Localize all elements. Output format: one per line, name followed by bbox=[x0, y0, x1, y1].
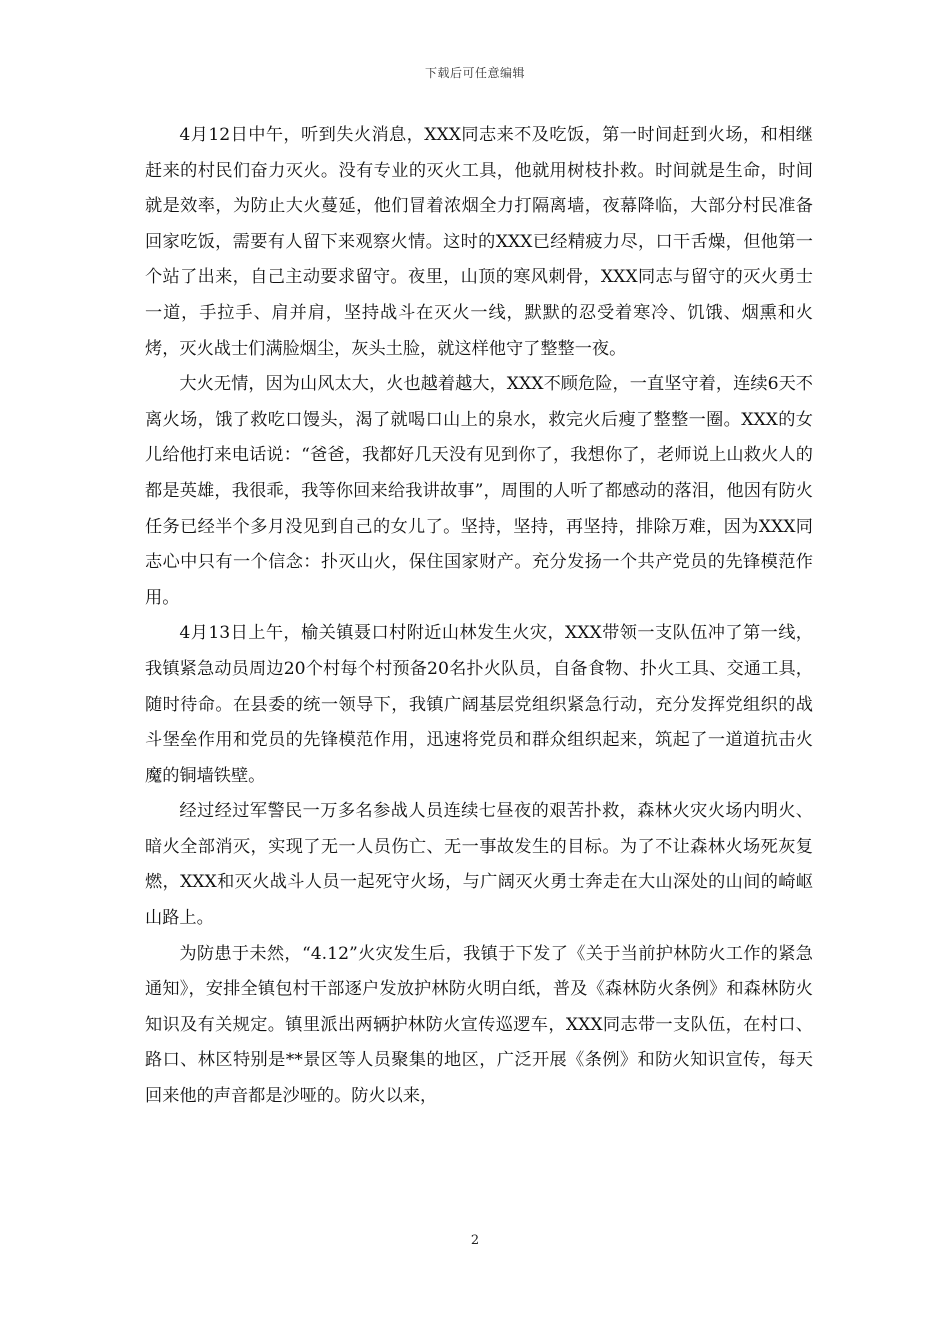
paragraph: 大火无情，因为山风太大，火也越着越大，XXX不顾危险，一直坚守着，连续6天不离火场，饿了救吃口馒头，渴了就喝口山上的泉水，救完火后瘦了整整一圈。XXX的女儿给他打来电话说：“爸爸，我都好几天没有见到你了，我想你了，老师说上山救火人的都是英雄，我很乖，我等你回来给我讲故事”，周围的人听了都感动的落泪，他因有防火任务已经半个多月没见到自己的女儿了。坚持，坚持，再坚持，排除万难，因为XXX同志心中只有一个信念：扑灭山火，保住国家财产。充分发扬一个共产党员的先锋模范作用。 bbox=[145, 374, 813, 608]
page-number: 2 bbox=[470, 1233, 480, 1248]
document-body bbox=[145, 118, 813, 1115]
paragraph: 4月12日中午，听到失火消息，XXX同志来不及吃饭，第一时间赶到火场，和相继赶来的村民们奋力灭火。没有专业的灭火工具，他就用树枝扑救。时间就是生命，时间就是效率，为防止大火蔓延，他们冒着浓烟全力打隔离墙，夜幕降临，大部分村民准备回家吃饭，需要有人留下来观察火情。这时的XXX已经精疲力尽，口干舌燥，但他第一个站了出来，自己主动要求留守。夜里，山顶的寒风刺骨，XXX同志与留守的灭火勇士一道，手拉手、肩并肩，坚持战斗在灭火一线，默默的忍受着寒冷、饥饿、烟熏和火烤，灭火战士们满脸烟尘，灰头土脸，就这样他守了整整一夜。 bbox=[145, 125, 813, 359]
paragraph: 为防患于未然，“4.12”火灾发生后，我镇于下发了《关于当前护林防火工作的紧急通知》，安排全镇包村干部逐户发放护林防火明白纸，普及《森林防火条例》和森林防火知识及有关规定。镇里派出两辆护林防火宣传巡逻车，XXX同志带一支队伍，在村口、路口、林区特别是**景区等人员聚集的地区，广泛开展《条例》和防火知识宣传，每天回来他的声音都是沙哑的。防火以来， bbox=[145, 943, 813, 1107]
page-header: 下载后可任意编辑 bbox=[424, 66, 525, 80]
paragraph: 4月13日上午，榆关镇聂口村附近山林发生火灾，XXX带领一支队伍冲了第一线，我镇紧急动员周边20个村每个村预备20名扑火队员，自备食物、扑火工具、交通工具，随时待命。在县委的统一领导下，我镇广阔基层党组织紧急行动，充分发挥党组织的战斗堡垒作用和党员的先锋模范作用，迅速将党员和群众组织起来，筑起了一道道抗击火魔的铜墙铁壁。 bbox=[145, 623, 813, 786]
paragraph: 经过经过军警民一万多名参战人员连续七昼夜的艰苦扑救，森林火灾火场内明火、暗火全部消灭，实现了无一人员伤亡、无一事故发生的目标。为了不让森林火场死灰复燃，XXX和灭火战斗人员一起死守火场，与广阔灭火勇士奔走在大山深处的山间的崎岖山路上。 bbox=[145, 801, 813, 929]
